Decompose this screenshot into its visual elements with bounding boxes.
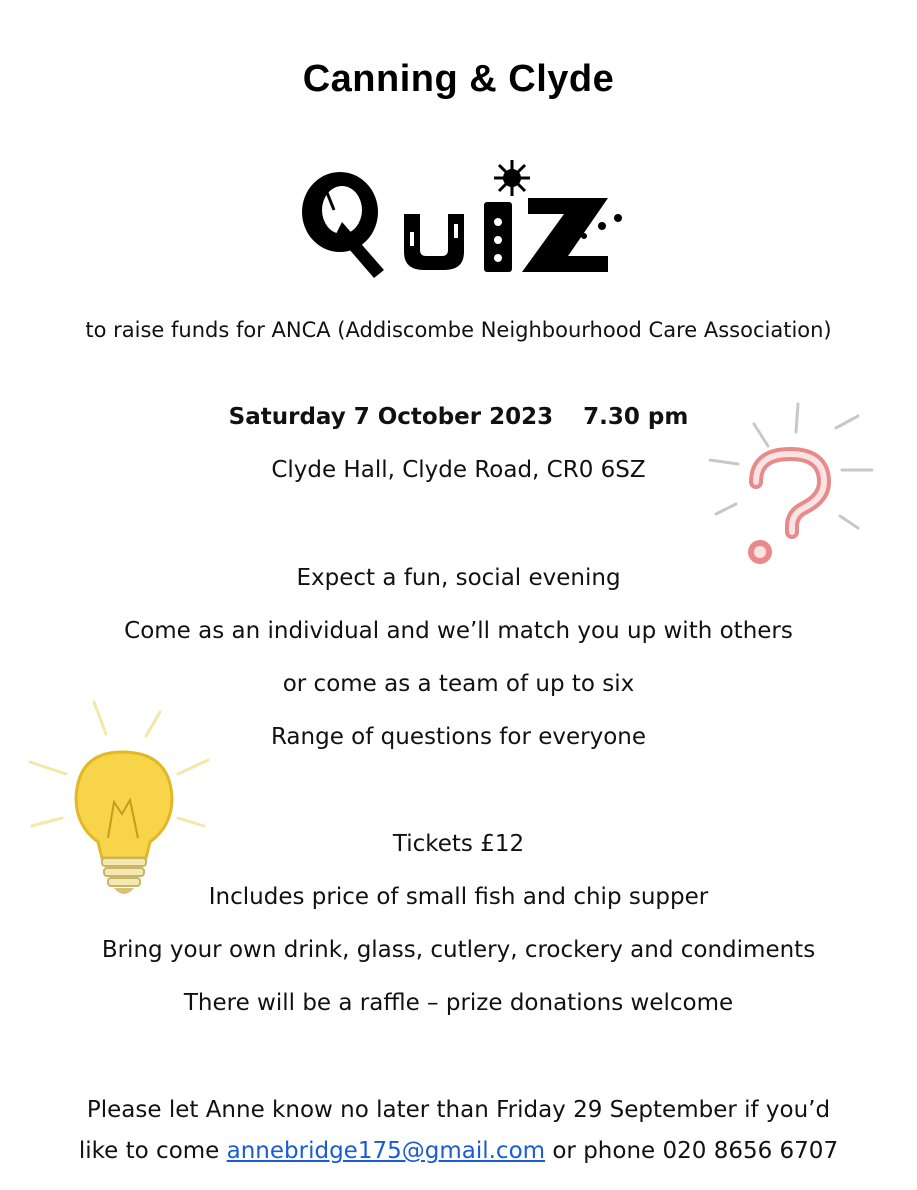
lightbulb-icon	[22, 690, 212, 905]
question-mark-icon	[700, 398, 878, 576]
contact-line-2	[0, 1138, 917, 1164]
detail-line: Range of questions for everyone	[270, 724, 647, 750]
quiz-logo	[298, 152, 628, 282]
detail-line: Come as an individual and we’ll match you up with others	[124, 618, 793, 644]
tickets-line: There will be a raffle – prize donations welcome	[183, 990, 734, 1016]
tickets-line: Bring your own drink, glass, cutlery, crockery and condiments	[101, 937, 816, 963]
event-date: Saturday 7 October 2023	[228, 404, 554, 430]
contact-suffix: or phone 020 8656 6707	[545, 1138, 839, 1164]
event-time: 7.30 pm	[583, 404, 689, 430]
contact-line-1: Please let Anne know no later than Friday 29 September if you’d	[86, 1097, 831, 1123]
purpose-text: to raise funds for ANCA (Addiscombe Neighbourhood Care Association)	[85, 318, 832, 342]
event-venue: Clyde Hall, Clyde Road, CR0 6SZ	[271, 457, 646, 483]
page-title: Canning & Clyde	[302, 58, 615, 100]
contact-prefix: like to come	[78, 1138, 227, 1164]
detail-line: or come as a team of up to six	[282, 671, 635, 697]
detail-line: Expect a fun, social evening	[296, 565, 621, 591]
tickets-line: Includes price of small fish and chip supper	[208, 884, 709, 910]
tickets-price: Tickets £12	[392, 831, 525, 857]
email-link[interactable]: annebridge175@gmail.com	[226, 1138, 546, 1164]
